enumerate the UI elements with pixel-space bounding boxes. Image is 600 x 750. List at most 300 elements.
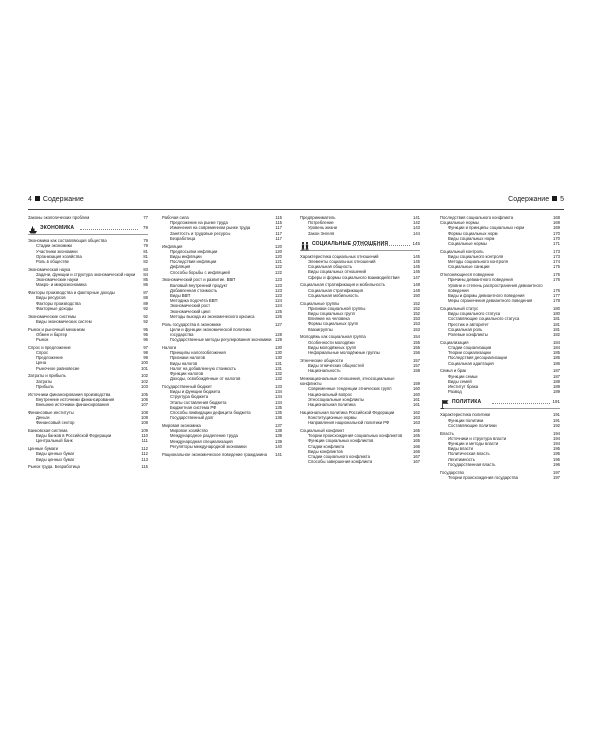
toc-entry[interactable] [162, 452, 282, 457]
entry-page-number: 187 [553, 368, 560, 374]
entry-page-number: 117 [275, 230, 282, 236]
section-page-number: 145 [412, 240, 420, 246]
toc-subentry[interactable] [28, 282, 148, 287]
entry-title: Функции семьи [448, 373, 478, 379]
leader-dots [492, 403, 550, 404]
entry-title: Социальный конфликт [300, 428, 345, 434]
toc-subentry[interactable] [28, 457, 148, 462]
entry-page-number: 141 [275, 451, 282, 457]
entry-title: Квазигруппы [308, 326, 333, 332]
toc-subentry[interactable] [28, 366, 148, 371]
entry-page-number: 174 [553, 259, 560, 265]
entry-page-number: 123 [275, 287, 282, 293]
entry-page-number: 136 [275, 415, 282, 421]
section-title: ЭКОНОМИКА [40, 225, 75, 232]
entry-title: Затраты и прибыль [28, 373, 66, 379]
entry-page-number: 122 [275, 264, 282, 270]
entry-page-number: 142 [413, 220, 420, 226]
entry-page-number: 121 [275, 259, 282, 265]
entry-title: Социальные нормы [440, 220, 479, 226]
entry-page-number: 173 [553, 248, 560, 254]
entry-page-number: 155 [413, 344, 420, 350]
entry-title: Доходы, освобождённые от налогов [170, 376, 241, 382]
entry-page-number: 95 [143, 326, 148, 332]
entry-page-number: 182 [553, 332, 560, 338]
entry-page-number: 152 [413, 300, 420, 306]
entry-title: Спрос и предложение [28, 344, 71, 350]
entry-title: Политическая власть [448, 451, 490, 457]
entry-title: Стадии экономики [36, 243, 72, 249]
entry-page-number: 128 [275, 332, 282, 338]
entry-title: Уровень жизни [308, 225, 338, 231]
entry-page-number: 163 [413, 415, 420, 421]
entry-title: Предложение на рынке труда [170, 220, 228, 226]
entry-page-number: 102 [141, 373, 148, 379]
entry-page-number: 143 [413, 225, 420, 231]
entry-title: Функции и принципы социальных норм [448, 225, 525, 231]
entry-page-number: 180 [553, 311, 560, 317]
entry-page-number: 145 [413, 264, 420, 270]
page-number: 4 [28, 196, 32, 203]
entry-title: Способы ликвидации дефицита бюджета [170, 410, 251, 416]
entry-title: Национальная политика Российской Федерации [300, 409, 395, 415]
toc-subentry[interactable] [162, 415, 282, 420]
entry-page-number: 189 [553, 389, 560, 395]
toc-subentry[interactable] [300, 327, 420, 332]
entry-page-number: 138 [275, 428, 282, 434]
entry-title: Виды социального статуса [448, 311, 501, 317]
entry-title: Виды ВВП [170, 293, 191, 299]
entry-title: Виды банков в Российской Федерации [36, 433, 112, 439]
toc-subentry[interactable] [300, 350, 420, 355]
entry-page-number: 89 [143, 300, 148, 306]
entry-title: Современные тенденции этнических групп [308, 386, 392, 392]
square-marker-icon [552, 196, 557, 201]
entry-page-number: 195 [553, 456, 560, 462]
entry-page-number: 134 [275, 389, 282, 395]
entry-title: Рыночное равновесие [36, 365, 80, 371]
entry-page-number: 101 [141, 365, 148, 371]
entry-page-number: 145 [413, 259, 420, 265]
toc-entry[interactable] [300, 376, 420, 386]
entry-title: Функции политики [448, 417, 484, 423]
entry-title: Экономический рост и развитие. ВВП [162, 277, 236, 283]
entry-title: Престиж и авторитет [448, 321, 489, 327]
entry-title: Экономическая наука [28, 266, 71, 272]
entry-page-number: 157 [413, 363, 420, 369]
entry-title: Национальность [308, 368, 341, 374]
entry-title: Конституционные нормы [308, 415, 357, 421]
entry-page-number: 153 [413, 321, 420, 327]
entry-title: Центральный банк [36, 438, 73, 444]
entry-title: Роль государства в экономике [162, 321, 222, 327]
entry-title: Легитимность [448, 456, 475, 462]
entry-page-number: 127 [275, 321, 282, 327]
entry-page-number: 135 [275, 404, 282, 410]
entry-title: Межнациональные отношения, этносоциальные конфликты [300, 376, 395, 387]
entry-title: Признаки социальной группы [308, 305, 366, 311]
entry-page-number: 139 [275, 433, 282, 439]
entry-page-number: 169 [553, 225, 560, 231]
entry-title: Составляющие политики [448, 422, 497, 428]
entry-page-number: 197 [553, 474, 560, 480]
entry-page-number: 132 [275, 376, 282, 382]
toc-subentry[interactable] [440, 332, 560, 337]
entry-page-number: 194 [553, 441, 560, 447]
entry-page-number: 187 [553, 373, 560, 379]
entry-page-number: 175 [553, 264, 560, 270]
entry-page-number: 115 [141, 464, 148, 470]
entry-title: Экономические науки [36, 277, 79, 283]
section-title: ПОЛИТИКА [452, 399, 482, 406]
left-page-header [28, 195, 84, 205]
entry-page-number: 105 [141, 391, 148, 397]
entry-page-number: 88 [143, 295, 148, 301]
entry-title: Обмен и бартер [36, 331, 68, 337]
entry-page-number: 153 [413, 316, 420, 322]
toc-subentry[interactable] [162, 444, 282, 449]
entry-page-number: 160 [413, 386, 420, 392]
entry-page-number: 120 [275, 254, 282, 260]
entry-title: Виды инфляции [170, 254, 202, 260]
entry-title: Структура бюджета [170, 394, 209, 400]
entry-page-number: 156 [413, 350, 420, 356]
entry-page-number: 92 [143, 318, 148, 324]
toc-subentry[interactable] [440, 423, 560, 428]
entry-title: Элементы социальных отношений [308, 259, 376, 265]
toc-subentry[interactable] [300, 402, 420, 407]
entry-title: Добавленная стоимость [170, 287, 218, 293]
entry-title: Неформальные молодёжные группы [308, 350, 380, 356]
entry-page-number: 191 [553, 412, 560, 418]
entry-title: Источники финансирования производства [28, 391, 111, 397]
entry-page-number: 83 [143, 266, 148, 272]
entry-title: Молодёжь как социальная группа [300, 334, 366, 340]
entry-title: Стадии социализации [448, 345, 492, 351]
entry-page-number: 107 [141, 402, 148, 408]
toc-subentry[interactable] [440, 462, 560, 467]
entry-title: Составляющие социального статуса [448, 316, 520, 322]
entry-title: Рабочая сила [162, 215, 189, 220]
entry-title: Финансовый сектор [36, 420, 75, 426]
entry-page-number: 92 [143, 313, 148, 319]
entry-page-number: 185 [553, 350, 560, 356]
entry-page-number: 108 [141, 409, 148, 415]
toc-subentry[interactable] [162, 327, 282, 337]
section-page-number: 79 [142, 225, 148, 231]
toc-subentry[interactable] [162, 337, 282, 342]
entry-page-number: 137 [275, 423, 282, 429]
entry-title: Отклоняющееся поведение [440, 272, 494, 278]
entry-page-number: 109 [141, 428, 148, 434]
entry-title: Виды социальных отношений [308, 269, 366, 275]
entry-page-number: 184 [553, 345, 560, 351]
entry-title: Социальные санкции [448, 264, 490, 270]
toc-subentry[interactable] [28, 402, 148, 407]
entry-title: Валовый внутренний продукт [170, 282, 228, 288]
entry-title: Причины девиантного поведения [448, 277, 513, 283]
entry-title: Меры ограничения девиантного поведения [448, 298, 533, 304]
entry-title: Характеристика политики [440, 412, 491, 418]
entry-page-number: 130 [275, 345, 282, 351]
entry-page-number: 167 [413, 459, 420, 465]
entry-page-number: 126 [275, 313, 282, 319]
entry-page-number: 170 [553, 230, 560, 236]
entry-title: Методика подсчёта ВВП [170, 298, 218, 304]
toc-subentry[interactable] [440, 298, 560, 303]
toc-subentry[interactable] [162, 236, 282, 241]
entry-title: Предложение [36, 355, 63, 361]
entry-page-number: 152 [413, 305, 420, 311]
entry-page-number: 197 [553, 469, 560, 475]
entry-page-number: 98 [143, 350, 148, 356]
section-heading [28, 221, 148, 235]
entry-title: Теории происхождения социальных конфликтов [308, 433, 403, 439]
entry-page-number: 165 [413, 428, 420, 434]
leader-dots [80, 229, 138, 230]
entry-title: Экономические системы [28, 313, 76, 319]
entry-title: Виды и функции бюджета [170, 389, 221, 395]
entry-title: Роль в обществе [36, 259, 69, 265]
entry-title: Международная специализация [170, 438, 233, 444]
entry-title: Деньги [36, 415, 50, 421]
entry-page-number: 195 [553, 451, 560, 457]
ship-icon [28, 222, 38, 232]
toc-subentry[interactable] [440, 475, 560, 480]
entry-title: Внешние источники финансирования [36, 402, 109, 408]
entry-page-number: 135 [275, 410, 282, 416]
entry-title: Ценные бумаги [28, 446, 58, 452]
entry-page-number: 81 [143, 248, 148, 254]
entry-title: Виды ценных бумаг [36, 456, 75, 462]
toc-subentry[interactable] [28, 337, 148, 342]
entry-page-number: 111 [141, 438, 148, 444]
entry-page-number: 81 [143, 253, 148, 259]
entry-title: Участники экономики [36, 248, 78, 254]
entry-title: Государственные методы регулирования экономики [170, 337, 272, 343]
entry-page-number: 180 [553, 306, 560, 312]
toc-subentry[interactable] [28, 420, 148, 425]
toc-subentry[interactable] [440, 389, 560, 394]
entry-page-number: 123 [275, 293, 282, 299]
entry-title: Мировая экономика [162, 423, 201, 429]
entry-title: Виды социальных норм [448, 235, 495, 241]
toc-subentry[interactable] [28, 438, 148, 443]
entry-title: Инфляция [162, 243, 183, 249]
entry-page-number: 123 [275, 277, 282, 283]
entry-title: Закон Энгеля [308, 230, 335, 236]
entry-title: Банковская система [28, 428, 68, 434]
toc-subentry[interactable] [162, 376, 282, 381]
entry-page-number: 95 [143, 331, 148, 337]
entry-title: Организация хозяйства [36, 253, 82, 259]
section-title: СОЦИАЛЬНЫЕ ОТНОШЕНИЯ [312, 240, 389, 247]
entry-title: Социальная стратификация и мобильность [300, 282, 386, 288]
entry-page-number: 192 [553, 422, 560, 428]
entry-title: Социальные нормы [448, 241, 487, 247]
entry-page-number: 123 [275, 282, 282, 288]
entry-title: Налог на добавленную стоимость [170, 365, 237, 371]
entry-page-number: 195 [553, 446, 560, 452]
entry-page-number: 97 [143, 344, 148, 350]
entry-title: Бюджетная система РФ [170, 404, 217, 410]
entry-title: Власть [440, 430, 454, 436]
entry-title: Характеристика социальных отношений [300, 253, 379, 259]
entry-page-number: 161 [413, 402, 420, 408]
entry-page-number: 152 [413, 311, 420, 317]
entry-page-number: 110 [141, 433, 148, 439]
entry-page-number: 139 [275, 438, 282, 444]
entry-page-number: 130 [275, 350, 282, 356]
entry-title: Этносоциальные конфликты [308, 396, 365, 402]
entry-title: Экономический цикл [170, 308, 211, 314]
entry-title: Виды семей [448, 378, 472, 384]
entry-page-number: 159 [413, 381, 420, 387]
running-title: Содержание [42, 196, 84, 203]
entry-title: Государственный бюджет [162, 384, 212, 390]
entry-title: Виды власти [448, 446, 474, 452]
entry-title: Сферы и формы социального взаимодействия [308, 274, 400, 280]
page-number: 5 [560, 196, 564, 203]
entry-title: Стадии конфликта [308, 443, 345, 449]
entry-page-number: 165 [413, 438, 420, 444]
entry-page-number: 194 [553, 430, 560, 436]
entry-page-number: 120 [275, 243, 282, 249]
entry-page-number: 189 [553, 384, 560, 390]
entry-page-number: 150 [413, 292, 420, 298]
entry-title: Факторные доходы [36, 305, 74, 311]
entry-page-number: 161 [413, 396, 420, 402]
entry-title: Занятость и трудовые ресурсы [170, 230, 231, 236]
entry-title: Уровни и степень распространения девиантного поведения [448, 282, 543, 293]
entry-title: Теории происхождения государства [448, 474, 518, 480]
toc-subentry[interactable] [300, 231, 420, 236]
entry-page-number: 108 [141, 415, 148, 421]
entry-page-number: 77 [143, 215, 148, 220]
entry-page-number: 112 [141, 446, 148, 452]
entry-title: Рынок труда. Безработица [28, 464, 80, 470]
entry-page-number: 176 [553, 287, 560, 293]
toc-subentry[interactable] [162, 314, 282, 319]
toc-subentry[interactable] [28, 384, 148, 389]
entry-title: Виды ресурсов [36, 295, 66, 301]
entry-page-number: 173 [553, 254, 560, 260]
entry-title: Последствия инфляции [170, 259, 217, 265]
entry-page-number: 153 [413, 326, 420, 332]
toc-subentry[interactable] [300, 420, 420, 425]
entry-title: Рациональное экономическое поведение гражданина [162, 451, 267, 457]
section-heading [300, 237, 420, 251]
toc-subentry[interactable] [28, 259, 148, 264]
entry-page-number: 113 [141, 456, 148, 462]
entry-title: Признаки налогов [170, 355, 206, 361]
toc-subentry[interactable] [300, 459, 420, 464]
entry-title: Виды ценных бумаг [36, 451, 75, 457]
entry-title: Особенности молодёжи [308, 339, 355, 345]
entry-page-number: 196 [553, 461, 560, 467]
toc-subentry[interactable] [28, 319, 148, 324]
entry-title: Методы выхода из экономического кризиса [170, 313, 255, 319]
toc-subentry[interactable] [300, 275, 420, 280]
entry-title: Экономический рост [170, 303, 211, 309]
entry-title: Виды налогов [170, 360, 198, 366]
entry-page-number: 148 [413, 282, 420, 288]
entry-page-number: 131 [275, 365, 282, 371]
entry-title: Внутренние источники финансирования [36, 396, 115, 402]
entry-page-number: 188 [553, 378, 560, 384]
entry-title: Государственный долг [170, 415, 214, 421]
entry-title: Факторы производства и факторные доходы [28, 290, 115, 296]
entry-page-number: 99 [143, 355, 148, 361]
entry-title: Стадии социального конфликта [308, 454, 370, 460]
entry-page-number: 181 [553, 326, 560, 332]
entry-page-number: 108 [141, 420, 148, 426]
toc-subentry[interactable] [440, 264, 560, 269]
entry-page-number: 146 [413, 269, 420, 275]
entry-page-number: 115 [275, 220, 282, 226]
toc-subentry[interactable] [440, 283, 560, 293]
entry-page-number: 160 [413, 391, 420, 397]
entry-page-number: 103 [141, 383, 148, 389]
entry-page-number: 102 [141, 378, 148, 384]
toc-subentry[interactable] [300, 293, 420, 298]
entry-title: Рынок [36, 337, 49, 343]
entry-page-number: 117 [275, 225, 282, 231]
entry-page-number: 144 [413, 230, 420, 236]
header-rule [28, 209, 300, 210]
entry-title: Социализация [440, 339, 469, 345]
entry-page-number: 115 [275, 215, 282, 220]
entry-title: Цена [36, 360, 47, 366]
entry-title: Последствия десоциализации [448, 355, 507, 361]
toc-column [300, 215, 420, 464]
entry-page-number: 167 [413, 454, 420, 460]
entry-page-number: 117 [275, 235, 282, 241]
entry-page-number: 148 [413, 287, 420, 293]
toc-subentry[interactable] [300, 368, 420, 373]
entry-title: Семья и брак [440, 368, 467, 374]
entry-page-number: 79 [143, 243, 148, 249]
entry-title: Финансовые институты [28, 409, 74, 415]
toc-entry[interactable] [28, 215, 148, 220]
entry-title: Предпосылки инфляции [170, 248, 218, 254]
entry-title: Спрос [36, 350, 49, 356]
entry-title: Теории социализации [448, 350, 491, 356]
toc-subentry[interactable] [440, 241, 560, 246]
entry-title: Формы социальных норм [448, 230, 498, 236]
entry-title: Законы экологических проблем [28, 215, 90, 220]
toc-subentry[interactable] [440, 361, 560, 366]
entry-title: Виды и формы девиантного поведения [448, 293, 525, 299]
entry-page-number: 140 [275, 443, 282, 449]
entry-title: Формы социальных групп [308, 321, 359, 327]
entry-title: Мировое хозяйство [170, 428, 208, 434]
toc-subentry[interactable] [28, 306, 148, 311]
entry-title: Регуляторы международной экономики [170, 443, 247, 449]
entry-title: Макро- и микроэкономика [36, 282, 87, 288]
toc-column [440, 215, 560, 480]
entry-title: Прибыль [36, 383, 54, 389]
entry-page-number: 147 [413, 274, 420, 280]
entry-page-number: 125 [275, 308, 282, 314]
toc-entry[interactable] [28, 464, 148, 469]
entry-title: Затраты [36, 378, 53, 384]
entry-page-number: 154 [413, 334, 420, 340]
entry-page-number: 79 [143, 238, 148, 244]
entry-page-number: 82 [143, 259, 148, 265]
entry-title: Дефляция [170, 264, 191, 270]
toc-subentry[interactable] [162, 270, 282, 275]
